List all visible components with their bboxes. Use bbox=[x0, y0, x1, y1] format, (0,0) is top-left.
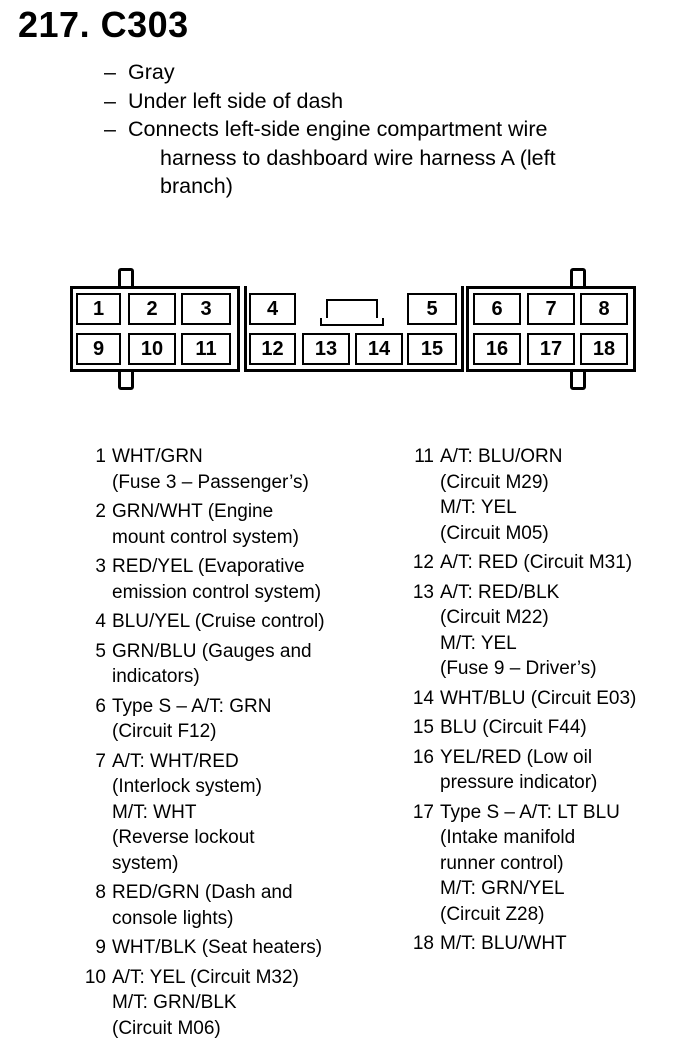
legend-description bbox=[112, 880, 376, 931]
legend-entry-pin-18 bbox=[404, 931, 684, 957]
page-title: 217. C303 bbox=[18, 4, 189, 45]
legend-line: BLU (Circuit F44) bbox=[440, 717, 587, 738]
legend-line: A/T: YEL (Circuit M32) bbox=[112, 966, 299, 988]
legend-entry-pin-4 bbox=[76, 609, 376, 635]
legend-entry-pin-6 bbox=[76, 694, 376, 745]
legend-pin-number: 7 bbox=[95, 750, 106, 772]
legend-line: WHT/BLU (Circuit E03) bbox=[440, 687, 637, 709]
legend-pin-number: 11 bbox=[414, 446, 434, 467]
legend-entry-pin-5 bbox=[76, 639, 376, 690]
legend-line: Type S – A/T: LT BLU bbox=[440, 801, 620, 823]
legend-pin-number: 15 bbox=[412, 717, 434, 738]
bullet-line: harness to dashboard wire harness A (left bbox=[160, 145, 556, 170]
legend-entry-pin-13 bbox=[404, 580, 684, 682]
legend-line: RED/GRN (Dash and bbox=[112, 882, 293, 903]
legend-line: (Circuit M05) bbox=[440, 522, 549, 544]
legend-line: M/T: GRN/YEL bbox=[440, 878, 565, 899]
legend-pin-number: 14 bbox=[412, 687, 434, 709]
legend-description bbox=[112, 935, 376, 961]
pin-2: 2 bbox=[128, 293, 176, 325]
legend-line: M/T: BLU/WHT bbox=[440, 933, 567, 954]
legend-line: indicators) bbox=[112, 666, 200, 687]
legend-pin-number: 2 bbox=[95, 501, 106, 522]
bullet-color bbox=[104, 58, 664, 87]
legend-line: WHT/GRN bbox=[112, 446, 203, 467]
legend-description bbox=[112, 749, 376, 877]
legend-description bbox=[440, 745, 684, 796]
legend-line: (Circuit M22) bbox=[440, 607, 549, 628]
legend-description bbox=[440, 800, 684, 928]
legend-entry-pin-2 bbox=[76, 499, 376, 550]
bullet-line: Connects left-side engine compartment wire bbox=[128, 117, 548, 141]
legend-line: M/T: YEL bbox=[440, 632, 517, 654]
pin-8: 8 bbox=[580, 293, 628, 325]
legend-pin-number: 8 bbox=[95, 882, 106, 903]
legend-pin-number: 1 bbox=[95, 446, 106, 467]
bullet-text: Under left side of dash bbox=[128, 88, 344, 113]
legend-description bbox=[440, 444, 684, 546]
legend-pin-number: 16 bbox=[412, 746, 434, 768]
bullet-text: Gray bbox=[128, 60, 175, 84]
pin-17: 17 bbox=[527, 333, 575, 365]
legend-description bbox=[440, 686, 684, 712]
bullet-line: branch) bbox=[160, 174, 233, 198]
legend-line: A/T: WHT/RED bbox=[112, 750, 239, 772]
bullet-dash: – bbox=[104, 88, 116, 113]
legend-line: RED/YEL (Evaporative bbox=[112, 556, 305, 577]
legend-description bbox=[112, 694, 376, 745]
legend-entry-pin-10 bbox=[76, 965, 376, 1042]
legend-entry-pin-9 bbox=[76, 935, 376, 961]
legend-entry-pin-16 bbox=[404, 745, 684, 796]
pin-7: 7 bbox=[527, 293, 575, 325]
legend-line: M/T: GRN/BLK bbox=[112, 992, 237, 1013]
legend-description bbox=[440, 580, 684, 682]
pin-14: 14 bbox=[355, 333, 403, 365]
legend-line: M/T: WHT bbox=[112, 801, 197, 823]
legend-pin-number: 6 bbox=[95, 695, 106, 717]
legend-pin-number: 4 bbox=[95, 611, 106, 632]
pin-13: 13 bbox=[302, 333, 350, 365]
pin-1: 1 bbox=[76, 293, 121, 325]
legend-entry-pin-15 bbox=[404, 715, 684, 741]
legend-line: (Circuit Z28) bbox=[440, 903, 545, 925]
legend-line: A/T: RED (Circuit M31) bbox=[440, 552, 633, 573]
legend-line: (Fuse 3 – Passenger’s) bbox=[112, 471, 309, 493]
legend-description bbox=[112, 965, 376, 1042]
legend-line: (Interlock system) bbox=[112, 776, 262, 797]
legend-line: Type S – A/T: GRN bbox=[112, 695, 272, 717]
legend-entry-pin-17 bbox=[404, 800, 684, 928]
legend-line: A/T: RED/BLK bbox=[440, 581, 560, 603]
legend-line: mount control system) bbox=[112, 526, 299, 548]
legend-pin-number: 12 bbox=[412, 552, 434, 573]
legend-pin-number: 10 bbox=[84, 966, 106, 988]
legend-line: GRN/WHT (Engine bbox=[112, 501, 274, 522]
legend-entry-pin-3 bbox=[76, 554, 376, 605]
legend-entry-pin-7 bbox=[76, 749, 376, 877]
pin-5: 5 bbox=[407, 293, 457, 325]
bullet-text-block bbox=[128, 115, 664, 201]
legend-line: emission control system) bbox=[112, 581, 322, 603]
legend-pin-number: 13 bbox=[412, 581, 434, 603]
bullet-dash: – bbox=[104, 117, 116, 141]
legend-description bbox=[440, 715, 684, 741]
bullet-connects bbox=[104, 115, 664, 201]
pin-legend-right bbox=[404, 444, 684, 961]
legend-pin-number: 5 bbox=[95, 640, 106, 662]
pin-11: 11 bbox=[181, 333, 231, 365]
legend-pin-number: 18 bbox=[412, 933, 434, 954]
legend-line: M/T: YEL bbox=[440, 497, 517, 518]
pin-15: 15 bbox=[407, 333, 457, 365]
legend-line: system) bbox=[112, 852, 179, 874]
legend-entry-pin-12 bbox=[404, 550, 684, 576]
legend-line: console lights) bbox=[112, 907, 234, 929]
bullet-location bbox=[104, 87, 664, 116]
legend-line: runner control) bbox=[440, 852, 564, 874]
pin-9: 9 bbox=[76, 333, 121, 365]
pin-16: 16 bbox=[473, 333, 521, 365]
legend-description bbox=[112, 444, 376, 495]
legend-description bbox=[112, 609, 376, 635]
legend-line: (Fuse 9 – Driver’s) bbox=[440, 658, 597, 679]
legend-line: (Circuit F12) bbox=[112, 721, 217, 742]
legend-entry-pin-11 bbox=[404, 444, 684, 546]
legend-line: GRN/BLU (Gauges and bbox=[112, 640, 312, 662]
legend-line: BLU/YEL (Cruise control) bbox=[112, 611, 325, 632]
pin-4: 4 bbox=[249, 293, 296, 325]
pin-18: 18 bbox=[580, 333, 628, 365]
pin-3: 3 bbox=[181, 293, 231, 325]
legend-description bbox=[440, 550, 684, 576]
legend-description bbox=[112, 499, 376, 550]
legend-line: WHT/BLK (Seat heaters) bbox=[112, 937, 323, 958]
legend-line: A/T: BLU/ORN bbox=[440, 446, 563, 467]
legend-entry-pin-1 bbox=[76, 444, 376, 495]
pin-12: 12 bbox=[249, 333, 296, 365]
pin-6: 6 bbox=[473, 293, 521, 325]
legend-description bbox=[112, 554, 376, 605]
connector-description bbox=[104, 58, 664, 201]
legend-line: (Intake manifold bbox=[440, 827, 576, 848]
legend-description bbox=[440, 931, 684, 957]
legend-pin-number: 17 bbox=[412, 801, 434, 823]
pin-legend-left bbox=[76, 444, 376, 1045]
bullet-dash: – bbox=[104, 60, 116, 84]
connector-latch-base bbox=[320, 318, 384, 326]
legend-line: pressure indicator) bbox=[440, 772, 598, 793]
legend-line: YEL/RED (Low oil bbox=[440, 746, 593, 768]
legend-entry-pin-8 bbox=[76, 880, 376, 931]
legend-pin-number: 3 bbox=[95, 556, 106, 577]
pin-10: 10 bbox=[128, 333, 176, 365]
legend-line: (Reverse lockout bbox=[112, 827, 255, 848]
legend-entry-pin-14 bbox=[404, 686, 684, 712]
legend-line: (Circuit M29) bbox=[440, 471, 549, 493]
legend-pin-number: 9 bbox=[95, 937, 106, 958]
legend-line: (Circuit M06) bbox=[112, 1017, 221, 1039]
legend-description bbox=[112, 639, 376, 690]
